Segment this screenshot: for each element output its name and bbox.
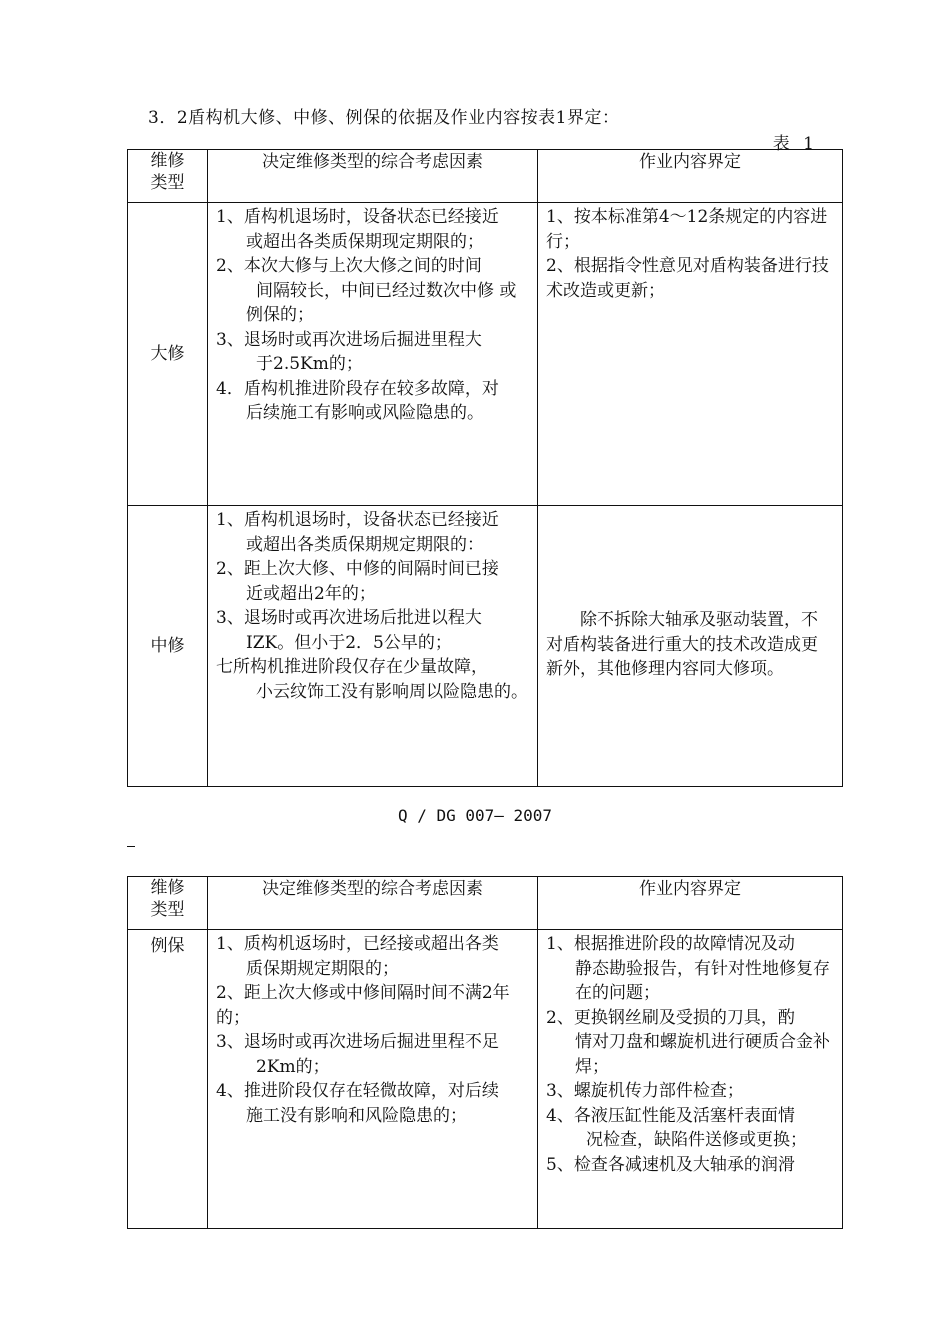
factor-line: 3、退场时或再次进场后掘进里程大 — [216, 329, 482, 350]
work-line: 2、根据指令性意见对盾构装备进行技术改造或更新； — [546, 256, 829, 301]
maintenance-table-1 — [127, 149, 843, 787]
factors-cell-da — [208, 203, 538, 506]
factor-line: 近或超出2年的； — [246, 583, 376, 604]
page-break-mark — [127, 846, 135, 847]
section-intro: 3．2盾构机大修、中修、例保的依据及作业内容按表1界定： — [148, 108, 620, 128]
factor-line: 3、退场时或再次进场后批进以程大 — [216, 608, 482, 628]
factor-line: 2、距上次大修或中修间隔时间不满2年的； — [216, 983, 510, 1028]
factor-line: 3、退场时或再次进场后掘进里程不足 — [216, 1032, 499, 1052]
type-cell-zhong: 中修 — [128, 506, 208, 787]
factor-line: 后续施工有影响或风险隐患的。 — [246, 403, 484, 423]
factor-line: 小云纹饰工没有影响周以险隐患的。 — [256, 681, 528, 702]
factor-line: 4．盾构机推进阶段存在较多故障，对 — [216, 378, 499, 399]
work-line: 情对刀盘和螺旋机进行硬质合金补焊； — [575, 1032, 830, 1077]
work-cell-zhong — [538, 506, 843, 787]
work-line: 况检查，缺陷件送修或更换； — [586, 1130, 807, 1150]
header-factors: 决定维修类型的综合考虑因素 — [208, 877, 538, 930]
work-line: 3、螺旋机传力部件检查； — [546, 1081, 744, 1101]
factor-line: 1、质构机返场时，已经接或超出各类 — [216, 934, 499, 954]
factor-line: 2、距上次大修、中修的间隔时间已接 — [216, 559, 499, 579]
factor-line: 1、盾构机退场时，设备状态已经接近 — [216, 510, 499, 530]
table-row-medium-repair — [128, 506, 843, 787]
factor-line: 2、本次大修与上次大修之间的时间 — [216, 256, 482, 276]
factor-line: 施工没有影响和风险隐患的； — [246, 1105, 467, 1126]
header-type: 维修 类型 — [128, 150, 208, 203]
factor-line: 4、推进阶段仅存在轻微故障，对后续 — [216, 1081, 499, 1101]
work-paragraph: 除不拆除大轴承及驱动装置，不对盾构装备进行重大的技术改造成更新外，其他修理内容同大修项。 — [546, 610, 818, 680]
work-line: 2、更换钢丝刷及受损的刀具，酌 — [546, 1007, 795, 1028]
header-work: 作业内容界定 — [538, 877, 843, 930]
table-header-row — [128, 150, 843, 203]
work-line: 1、按本标准第4～12条规定的内容进行； — [546, 207, 828, 252]
maintenance-table-2 — [127, 876, 843, 1229]
factor-line: 例保的； — [246, 305, 314, 325]
header-work: 作业内容界定 — [538, 150, 843, 203]
header-factors: 决定维修类型的综合考虑因素 — [208, 150, 538, 203]
table-row-routine-maintenance — [128, 930, 843, 1229]
table-label: 表 1 — [772, 134, 818, 154]
factor-line: 七所构机推进阶段仅存在少量故障， — [216, 657, 488, 677]
factors-cell-li — [208, 930, 538, 1229]
table-row-major-overhaul — [128, 203, 843, 506]
table-header-row — [128, 877, 843, 930]
work-line: 4、各液压缸性能及活塞杆表面情 — [546, 1105, 795, 1126]
factors-cell-zhong — [208, 506, 538, 787]
factor-line: 于2.5Km的； — [256, 354, 363, 374]
factor-line: 或超出各类质保期规定期限的： — [246, 534, 484, 555]
header-type: 维修 类型 — [128, 877, 208, 930]
factor-line: 间隔较长，中间已经过数次中修 或 — [256, 280, 517, 301]
work-line: 1、根据推进阶段的故障情况及动 — [546, 934, 795, 954]
factor-line: 1、盾构机退场时，设备状态已经接近 — [216, 207, 499, 227]
factor-line: IZK。但小于2．5公早的； — [246, 632, 452, 653]
work-cell-li — [538, 930, 843, 1229]
work-line: 5、检查各减速机及大轴承的润滑 — [546, 1154, 795, 1175]
type-cell-da: 大修 — [128, 203, 208, 506]
type-cell-li: 例保 — [128, 930, 208, 1229]
document-code: Q / DG 007— 2007 — [397, 806, 553, 825]
factor-line: 2Km的； — [256, 1056, 330, 1077]
factor-line: 质保期规定期限的； — [246, 958, 399, 979]
work-line: 静态勘验报告，有针对性地修复存在的问题； — [575, 958, 830, 1003]
factor-line: 或超出各类质保期现定期限的； — [246, 231, 484, 252]
work-cell-da — [538, 203, 843, 506]
